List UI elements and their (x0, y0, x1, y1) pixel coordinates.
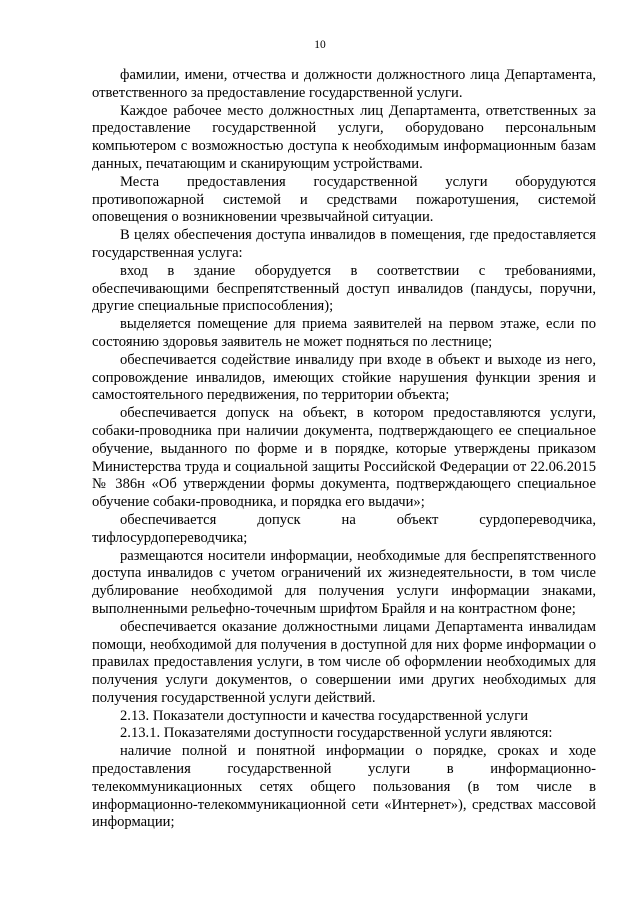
page-number: 10 (314, 39, 326, 51)
paragraph-information-availability: наличие полной и понятной информации о порядке, сроках и ходе предоставления государственной услуги в информационно-телекоммуникационных сетях общего пользования (в том числе в информационно-телекоммуникационной сети «Интернет»), средствах массовой информации; (92, 743, 596, 831)
section-heading-2-13-1: 2.13.1. Показателями доступности государственной услуги являются: (120, 725, 553, 742)
paragraph-staff-help: обеспечивается оказание должностными лицами Департамента инвалидам помощи, необходимой для получения в доступной для них форме информации о правилах предоставления услуги, в том числе об оформлении необходимых для получения услуги документов, о совершении ими других необходимых для получения государственной услуги действий. (92, 618, 596, 706)
paragraph-fire-safety: Места предоставления государственной услуги оборудуются противопожарной системой и средствами пожаротушения, системой оповещения о возникновении чрезвычайной ситуации. (92, 173, 596, 226)
paragraph-disability-access-intro: В целях обеспечения доступа инвалидов в помещения, где предоставляется государственная услуга: (92, 227, 596, 261)
paragraph-information-carriers: размещаются носители информации, необходимые для беспрепятственного доступа инвалидов с учетом ограничений их жизнедеятельности, в том числе дублирование необходимой для получения услуги информации знаками, выполненными рельефно-точечным шрифтом Брайля и на контрастном фоне; (92, 547, 596, 617)
paragraph-official-name: фамилии, имени, отчества и должности должностного лица Департамента, ответственного за предоставление государственной услуги. (92, 67, 596, 101)
paragraph-ground-floor-room: выделяется помещение для приема заявителей на первом этаже, если по состоянию здоровья заявитель не может подняться по лестнице; (92, 316, 596, 350)
paragraph-entrance-equipment: вход в здание оборудуется в соответствии с требованиями, обеспечивающими беспрепятственный доступ инвалидов (пандусы, поручни, другие специальные приспособления); (92, 262, 596, 315)
section-heading-2-13: 2.13. Показатели доступности и качества государственной услуги (120, 707, 529, 724)
paragraph-guide-dog: обеспечивается допуск на объект, в котором предоставляются услуги, собаки-проводника при наличии документа, подтверждающего ее специальное обучение, выданного по форме и в порядке, которые утверждены приказом Министерства труда и социальной защиты Российской Федерации от 22.06.2015 № 386н «Об утверждении формы документа, подтверждающего специальное обучение собаки-проводника, и порядка его выдачи»; (92, 405, 596, 511)
paragraph-assistance: обеспечивается содействие инвалиду при входе в объект и выходе из него, сопровождение инвалидов, имеющих стойкие нарушения функции зрения и самостоятельного передвижения, по территории объекта; (92, 351, 596, 404)
paragraph-workplace-equipment: Каждое рабочее место должностных лиц Департамента, ответственных за предоставление государственной услуги, оборудовано персональным компьютером с возможностью доступа к необходимым информационным базам данных, печатающим и сканирующим устройствами. (92, 102, 596, 172)
document-body (92, 67, 596, 832)
paragraph-sign-interpreter: обеспечивается допуск на объект сурдопереводчика, тифлосурдопереводчика; (92, 511, 596, 546)
